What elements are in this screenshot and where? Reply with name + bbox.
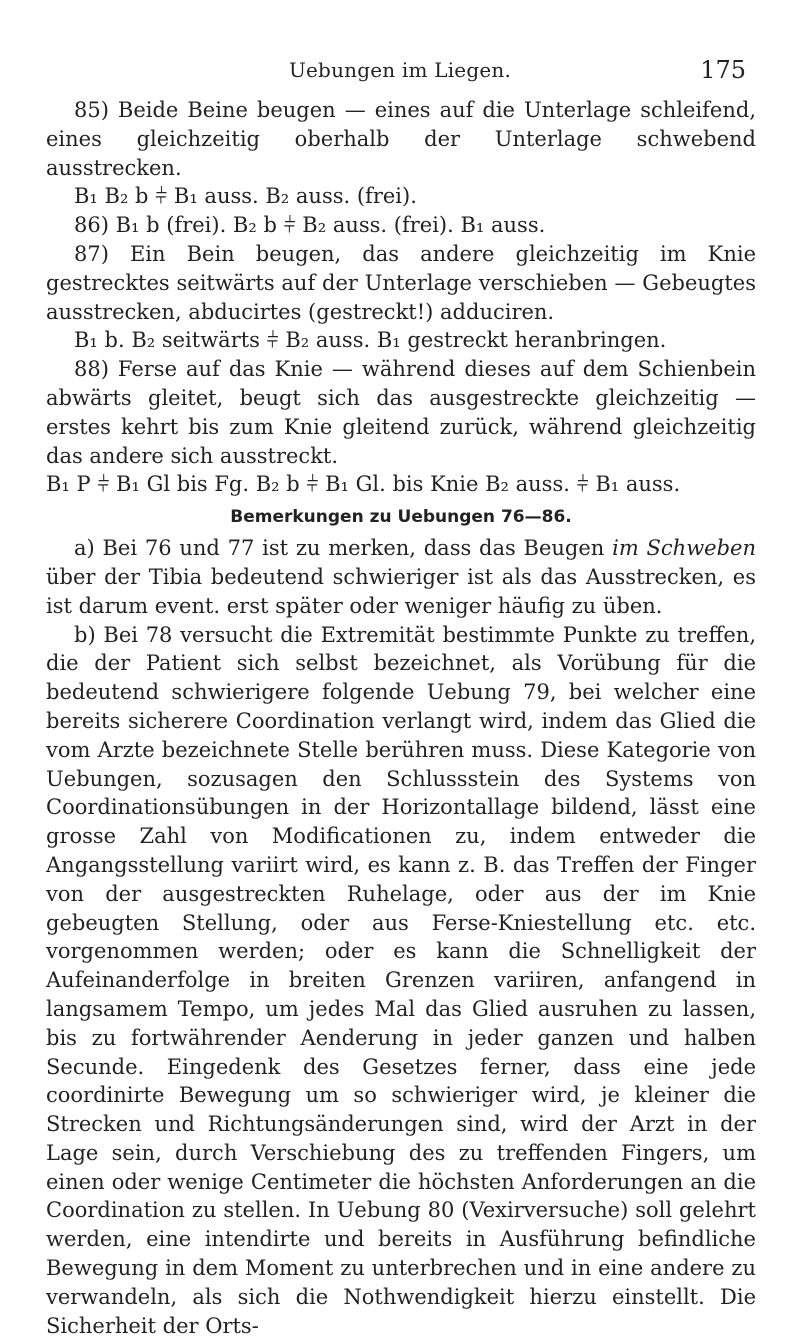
exercise-85-formula: B₁ B₂ b ⫩ B₁ auss. B₂ auss. (frei). <box>74 184 417 209</box>
note-a-after: über der Tibia bedeutend schwieriger ist als das Ausstrecken, es ist darum event. erst später oder weniger häufig zu üben. <box>46 564 756 618</box>
note-a <box>46 534 756 620</box>
note-a-before: a) Bei 76 und 77 ist zu merken, dass das Beugen <box>74 536 613 561</box>
exercise-87-formula: B₁ b. B₂ seitwärts ⫩ B₂ auss. B₁ gestreckt heranbringen. <box>74 328 667 353</box>
exercise-87-text: 87) Ein Bein beugen, das andere gleichzeitig im Knie gestrecktes seitwärts auf der Unterlage verschieben — Gebeugtes ausstrecken, abducirtes (gestreckt!) adduciren. <box>46 241 756 324</box>
note-a-emphasis: im Schweben <box>612 536 756 561</box>
note-b: b) Bei 78 versucht die Extremität bestimmte Punkte zu treffen, die der Patient sich selbst bezeichnet, als Vorübung für die bedeutend schwierigere folgende Uebung 79, bei welcher eine bereits sicherere Coordination verlangt wird, indem das Glied die vom Arzte bezeichnete Stelle berühren muss. Diese Kategorie von Uebungen, sozusagen den Schlussstein des Systems von Coordinationsübungen in der Horizontallage bildend, lässt eine grosse Zahl von Modificationen zu, indem entweder die Angangsstellung variirt wird, es kann z. B. das Treffen der Finger von der ausgestreckten Ruhelage, oder aus der im Knie gebeugten Stellung, oder aus Ferse-Kniestellung etc. etc. vorgenommen werden; oder es kann die Schnelligkeit der Aufeinanderfolge in breiten Grenzen variiren, anfangend in langsamem Tempo, um jedes Mal das Glied ausruhen zu lassen, bis zu fortwährender Aenderung in jeder ganzen und halben Secunde. Eingedenk des Gesetzes ferner, dass eine jede coordinirte Bewegung um so schwieriger wird, je kleiner die Strecken und Richtungsänderungen sind, wird der Arzt in der Lage sein, durch Verschiebung des zu treffenden Fingers, um einen oder wenige Centimeter die höchsten Anforderungen an die Coordination zu stellen. In Uebung 80 (Vexirversuche) soll gelehrt werden, eine intendirte und bereits in Ausführung befindliche Bewegung in dem Moment zu unterbrechen und in eine andere zu verwandeln, als sich die Nothwendigkeit hierzu einstellt. Die Sicherheit der Orts- <box>46 622 756 1338</box>
notes-heading: Bemerkungen zu Uebungen 76—86. <box>230 507 572 528</box>
page-number: 175 <box>700 56 746 84</box>
exercise-88-text: 88) Ferse auf das Knie — während dieses auf dem Schienbein abwärts gleitet, beugt sich das ausgestreckte gleichzeitig — erstes kehrt bis zum Knie gleitend zurück, während gleichzeitig das andere sich ausstreckt. <box>46 357 756 468</box>
exercise-85-text: 85) Beide Beine beugen — eines auf die Unterlage schleifend, eines gleichzeitig oberhalb der Unterlage schwebend ausstrecken. <box>46 98 756 180</box>
running-head: Uebungen im Liegen. <box>288 58 512 82</box>
page-body <box>46 96 756 1340</box>
exercise-88-formula: B₁ P ⫩ B₁ Gl bis Fg. B₂ b ⫩ B₁ Gl. bis Knie B₂ auss. ⫩ B₁ auss. <box>46 472 681 497</box>
exercise-86-text: 86) B₁ b (frei). B₂ b ⫩ B₂ auss. (frei). B₁ auss. <box>74 213 546 238</box>
page-header <box>0 56 800 86</box>
